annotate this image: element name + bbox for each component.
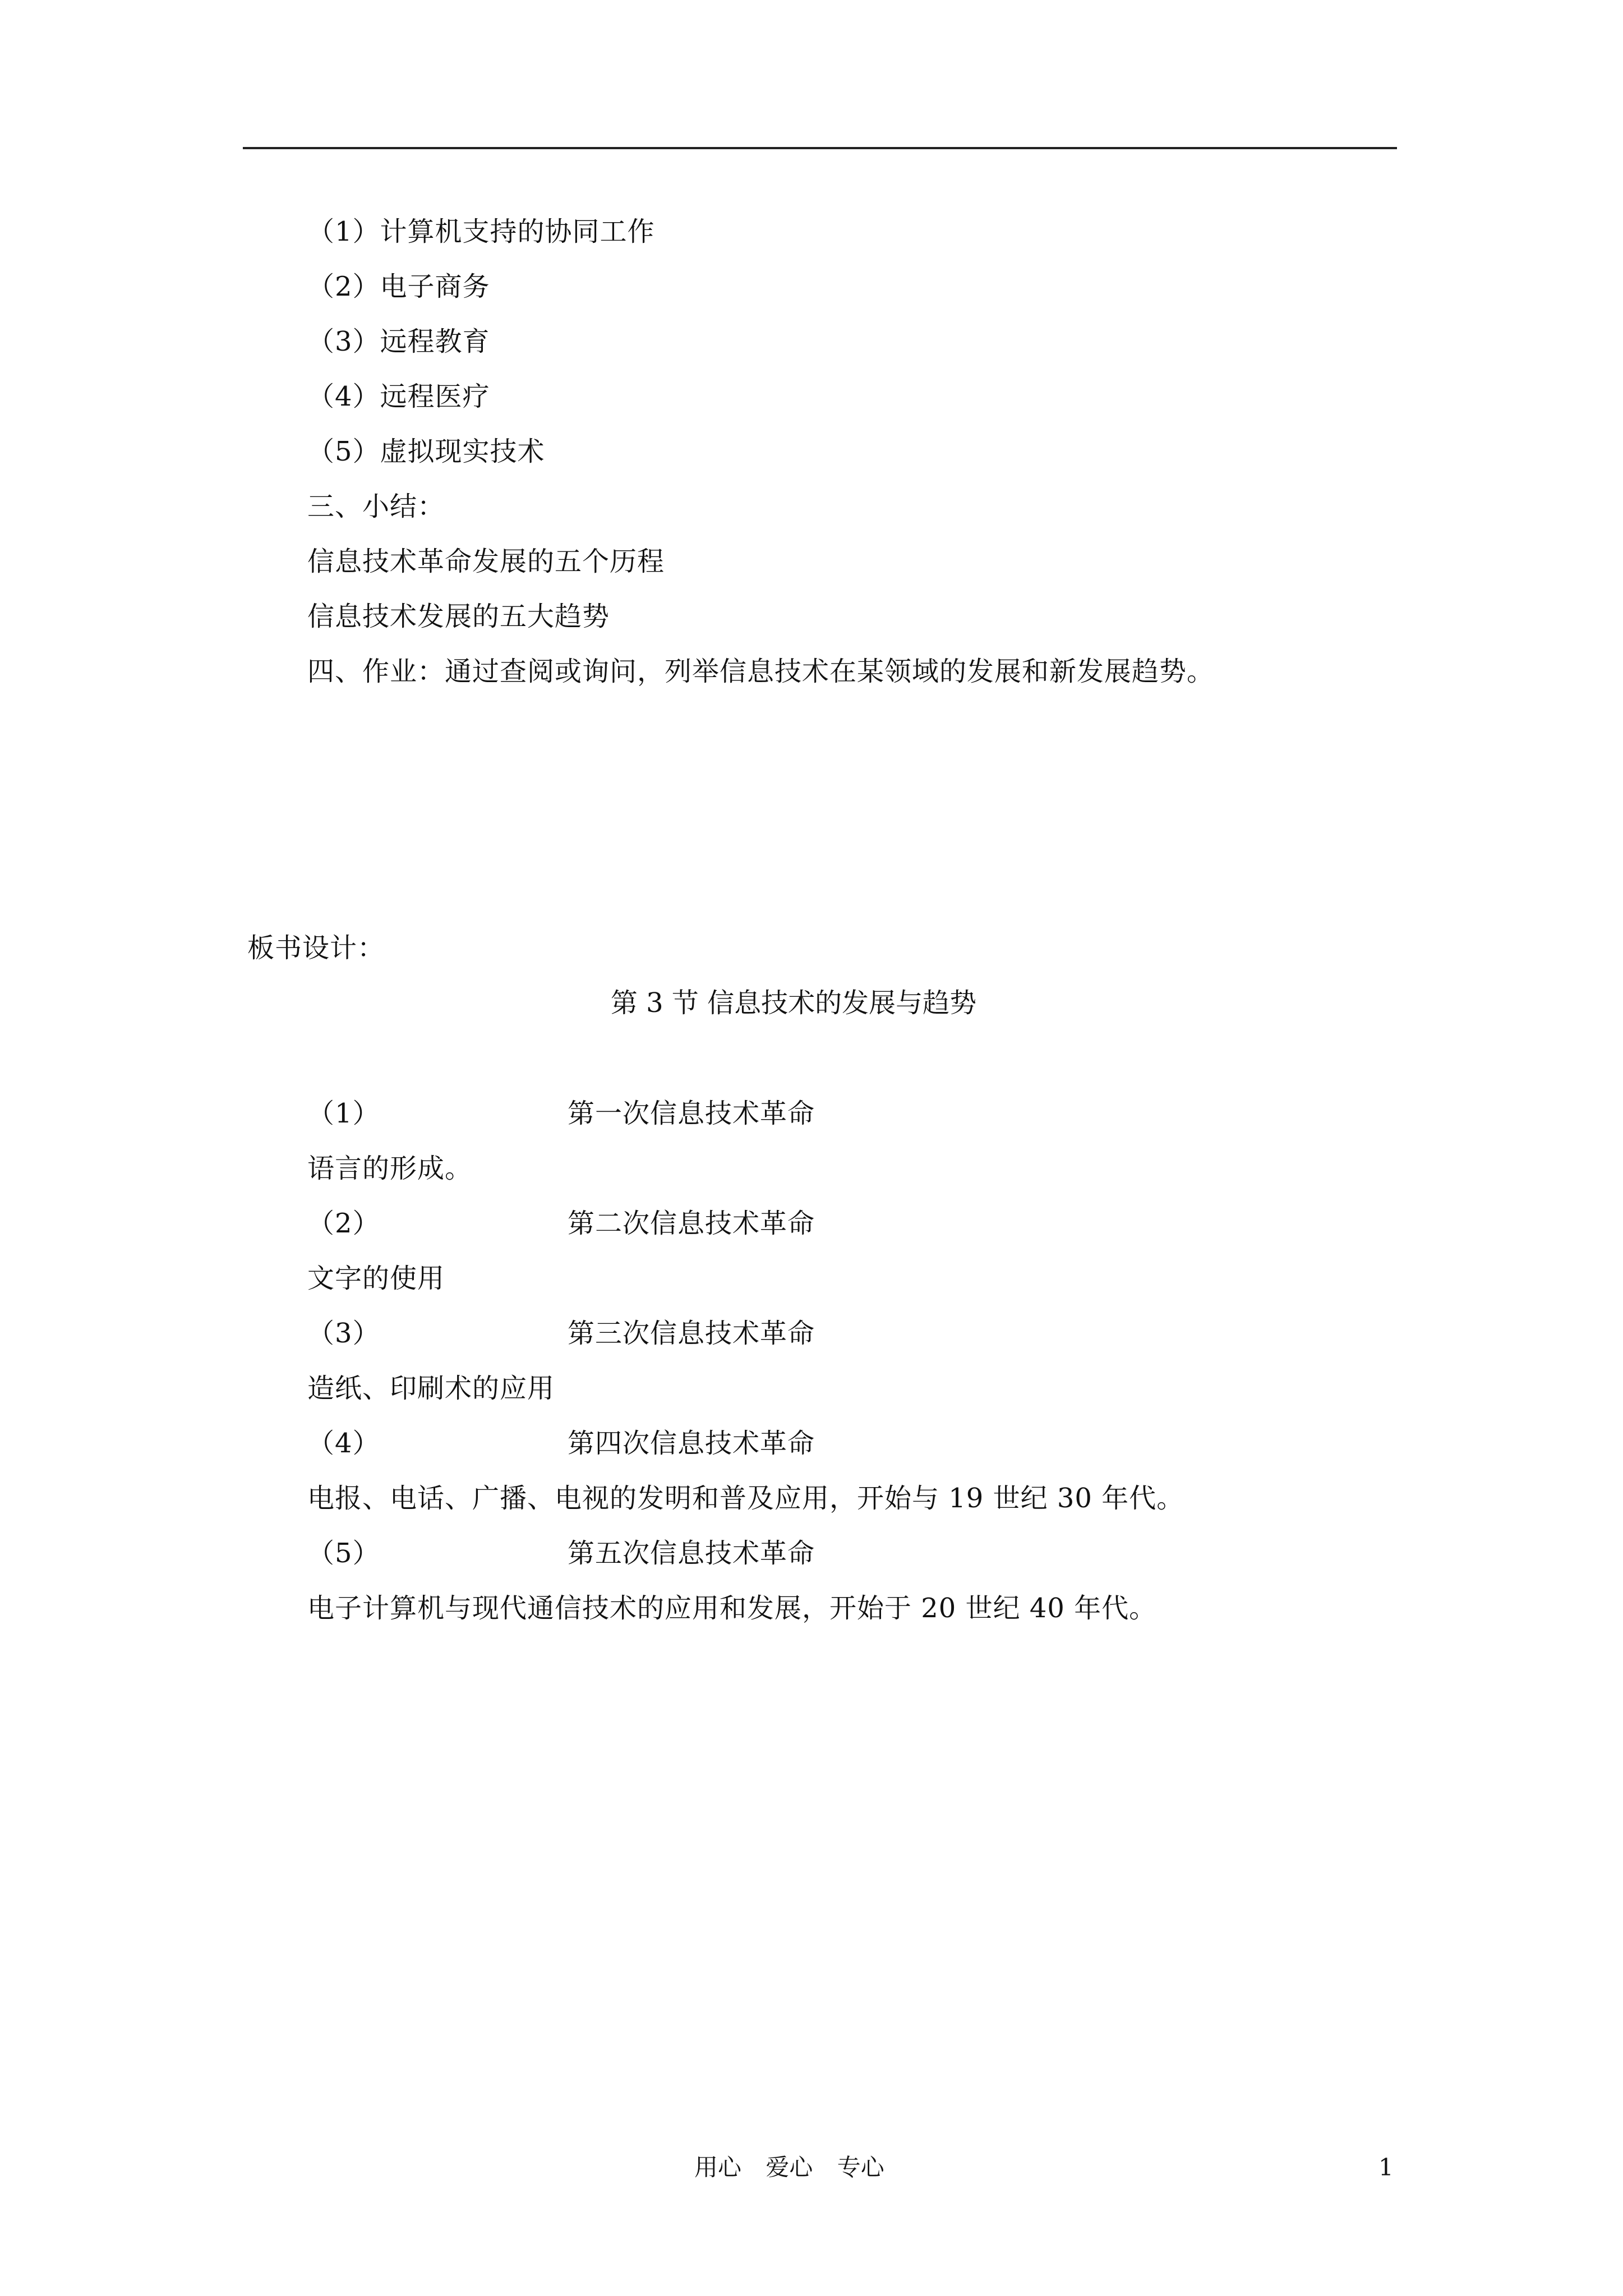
revolution-title: 第二次信息技术革命 [568,1208,815,1239]
summary-heading: 三、小结： [307,491,445,522]
revolution-desc: 电子计算机与现代通信技术的应用和发展，开始于 20 世纪 40 年代。 [307,1593,1157,1624]
revolution-desc: 文字的使用 [307,1263,445,1294]
revolution-title: 第四次信息技术革命 [568,1428,815,1459]
revolution-number: （3） [307,1318,380,1349]
footer-motto: 用心 爱心 专心 [694,2154,884,2181]
revolution-title: 第一次信息技术革命 [568,1098,815,1129]
summary-point: 信息技术发展的五大趋势 [307,601,610,632]
homework-text: 四、作业：通过查阅或询问，列举信息技术在某领域的发展和新发展趋势。 [307,656,1215,687]
revolution-number: （4） [307,1428,380,1459]
revolution-desc: 造纸、印刷术的应用 [307,1373,555,1404]
board-label: 板书设计： [247,932,385,964]
revolution-number: （1） [307,1098,380,1129]
revolution-number: （2） [307,1208,380,1239]
revolution-title: 第三次信息技术革命 [568,1318,815,1349]
revolution-title: 第五次信息技术革命 [568,1538,815,1569]
summary-point: 信息技术革命发展的五个历程 [307,546,665,577]
page-number: 1 [1378,2154,1394,2181]
list-item: （3）远程教育 [307,326,490,357]
list-item: （1）计算机支持的协同工作 [307,216,655,247]
list-item: （5）虚拟现实技术 [307,436,545,467]
revolution-number: （5） [307,1538,380,1569]
list-item: （4）远程医疗 [307,381,490,412]
list-item: （2）电子商务 [307,271,490,302]
board-title: 第 3 节 信息技术的发展与趋势 [610,987,977,1019]
revolution-desc: 电报、电话、广播、电视的发明和普及应用，开始与 19 世纪 30 年代。 [307,1483,1184,1514]
header-rule [243,147,1397,149]
revolution-desc: 语言的形成。 [307,1153,473,1184]
